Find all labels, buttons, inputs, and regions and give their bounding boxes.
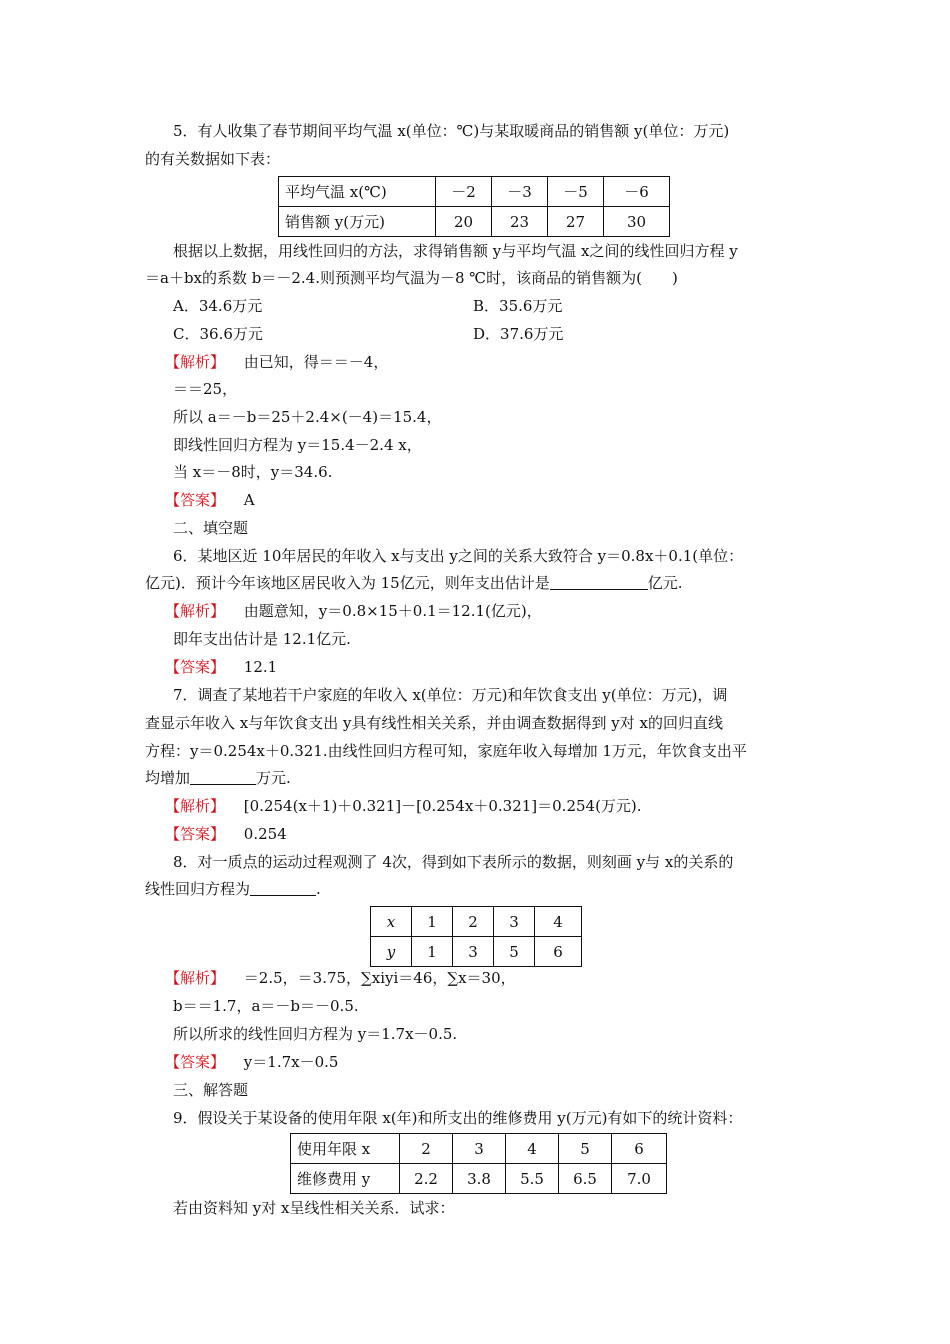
q5-solution-line-1: 由已知，得＝＝－4， — [243, 353, 389, 371]
table-cell: 4 — [506, 1134, 559, 1164]
q9-stem-line-2: 若由资料知 y对 x呈线性相关关系．试求： — [173, 1199, 455, 1217]
q9-stem-line-1: 9．假设关于某设备的使用年限 x(年)和所支出的维修费用 y(万元)有如下的统计资料： — [173, 1109, 743, 1127]
table-header-cell: y — [371, 937, 412, 967]
answer-label: 【答案】 — [165, 658, 226, 676]
solution-label: 【解析】 — [165, 969, 226, 987]
table-header-cell: 使用年限 x — [291, 1134, 400, 1164]
q8-stem-line-2-end: . — [316, 880, 321, 898]
table-cell: 2 — [400, 1134, 453, 1164]
table-row — [291, 1164, 667, 1194]
table-header-cell: 销售额 y(万元) — [279, 207, 436, 237]
table-header-cell: 维修费用 y — [291, 1164, 400, 1194]
q8-solution-line-1: ＝2.5，＝3.75，∑xiyi＝46，∑x＝30， — [243, 969, 516, 987]
table-cell: 5.5 — [506, 1164, 559, 1194]
q7-answer-blank — [190, 769, 256, 785]
table-cell: 2 — [453, 907, 494, 937]
q7-solution: [0.254(x＋1)＋0.321]－[0.254x＋0.321]＝0.254(万元). — [243, 797, 642, 815]
q5-option-d: D．37.6万元 — [473, 325, 564, 343]
q7-answer: 0.254 — [243, 825, 287, 843]
solution-label: 【解析】 — [165, 353, 226, 371]
answer-label: 【答案】 — [165, 491, 226, 509]
q6-answer: 12.1 — [243, 658, 278, 676]
answer-label: 【答案】 — [165, 825, 226, 843]
q8-answer-blank — [250, 880, 316, 896]
q5-option-c: C．36.6万元 — [173, 325, 263, 343]
table-row — [279, 207, 670, 237]
q8-solution-line-2: b＝＝1.7，a＝－b＝－0.5. — [173, 997, 359, 1015]
table-cell: －2 — [436, 177, 492, 207]
table-row — [279, 177, 670, 207]
table-cell: －5 — [548, 177, 604, 207]
q5-solution-line-3: 所以 a＝－b＝25＋2.4×(－4)＝15.4， — [173, 408, 442, 426]
solution-label: 【解析】 — [165, 602, 226, 620]
q6-stem-line-1: 6．某地区近 10年居民的年收入 x与支出 y之间的关系大致符合 y＝0.8x＋0.1(单位： — [173, 547, 744, 565]
q6-stem-line-2-end: 亿元. — [647, 574, 683, 592]
q5-answer: A — [243, 491, 255, 509]
q8-data-table — [370, 906, 582, 967]
q7-stem-line-2: 查显示年收入 x与年饮食支出 y具有线性相关关系，并由调查数据得到 y对 x的回归直线 — [145, 714, 723, 732]
table-cell: 3.8 — [453, 1164, 506, 1194]
q5-stem-line-2: 的有关数据如下表： — [145, 150, 281, 168]
table-cell: 4 — [535, 907, 582, 937]
table-cell: 7.0 — [612, 1164, 667, 1194]
answer-label: 【答案】 — [165, 1053, 226, 1071]
q9-data-table — [290, 1133, 667, 1194]
q5-solution-line-2: ＝＝25， — [173, 380, 238, 398]
section-heading-fill-in: 二、填空题 — [173, 519, 249, 537]
table-cell: 5 — [559, 1134, 612, 1164]
q5-data-table — [278, 176, 670, 237]
q7-stem-line-4-end: 万元. — [256, 769, 291, 787]
q8-answer: y＝1.7x－0.5 — [243, 1053, 339, 1071]
q5-stem-line-1: 5．有人收集了春节期间平均气温 x(单位：℃)与某取暖商品的销售额 y(单位：万元) — [173, 122, 730, 140]
q5-stem-line-3: 根据以上数据，用线性回归的方法，求得销售额 y与平均气温 x之间的线性回归方程 y — [173, 242, 738, 260]
table-row — [371, 937, 582, 967]
q5-stem-line-4: ＝a＋bx的系数 b＝－2.4.则预测平均气温为－8 ℃时，该商品的销售额为( ) — [145, 269, 678, 287]
q8-solution-line-3: 所以所求的线性回归方程为 y＝1.7x－0.5. — [173, 1025, 458, 1043]
q7-stem-line-3: 方程：y＝0.254x＋0.321.由线性回归方程可知，家庭年收入每增加 1万元，年饮食支出平 — [145, 742, 747, 760]
q6-solution-line-1: 由题意知，y＝0.8×15＋0.1＝12.1(亿元)， — [243, 602, 542, 620]
table-cell: －6 — [604, 177, 670, 207]
q7-stem-line-4: 均增加 — [145, 769, 191, 787]
table-cell: 6 — [612, 1134, 667, 1164]
table-cell: 2.2 — [400, 1164, 453, 1194]
table-cell: 6.5 — [559, 1164, 612, 1194]
table-cell: 3 — [453, 1134, 506, 1164]
table-cell: 1 — [412, 937, 453, 967]
table-cell: 23 — [492, 207, 548, 237]
table-cell: 6 — [535, 937, 582, 967]
table-cell: 3 — [494, 907, 535, 937]
q5-option-b: B．35.6万元 — [473, 297, 563, 315]
table-cell: －3 — [492, 177, 548, 207]
table-cell: 3 — [453, 937, 494, 967]
q6-answer-blank — [550, 574, 648, 590]
table-cell: 5 — [494, 937, 535, 967]
q8-stem-line-2: 线性回归方程为 — [145, 880, 251, 898]
q6-solution-line-2: 即年支出估计是 12.1亿元. — [173, 630, 351, 648]
table-cell: 27 — [548, 207, 604, 237]
q7-stem-line-1: 7．调查了某地若干户家庭的年收入 x(单位：万元)和年饮食支出 y(单位：万元)，调 — [173, 686, 728, 704]
table-cell: 20 — [436, 207, 492, 237]
solution-label: 【解析】 — [165, 797, 226, 815]
q5-solution-line-5: 当 x＝－8时，y＝34.6. — [173, 463, 333, 481]
table-cell: 30 — [604, 207, 670, 237]
q8-stem-line-1: 8．对一质点的运动过程观测了 4次，得到如下表所示的数据，则刻画 y与 x的关系的 — [173, 853, 734, 871]
q5-option-a: A．34.6万元 — [173, 297, 263, 315]
q5-solution-line-4: 即线性回归方程为 y＝15.4－2.4 x， — [173, 436, 422, 454]
section-heading-answer: 三、解答题 — [173, 1081, 249, 1099]
table-row — [371, 907, 582, 937]
q6-stem-line-2: 亿元)．预计今年该地区居民收入为 15亿元，则年支出估计是 — [145, 574, 550, 592]
table-header-cell: 平均气温 x(℃) — [279, 177, 436, 207]
table-header-cell: x — [371, 907, 412, 937]
table-cell: 1 — [412, 907, 453, 937]
table-row — [291, 1134, 667, 1164]
